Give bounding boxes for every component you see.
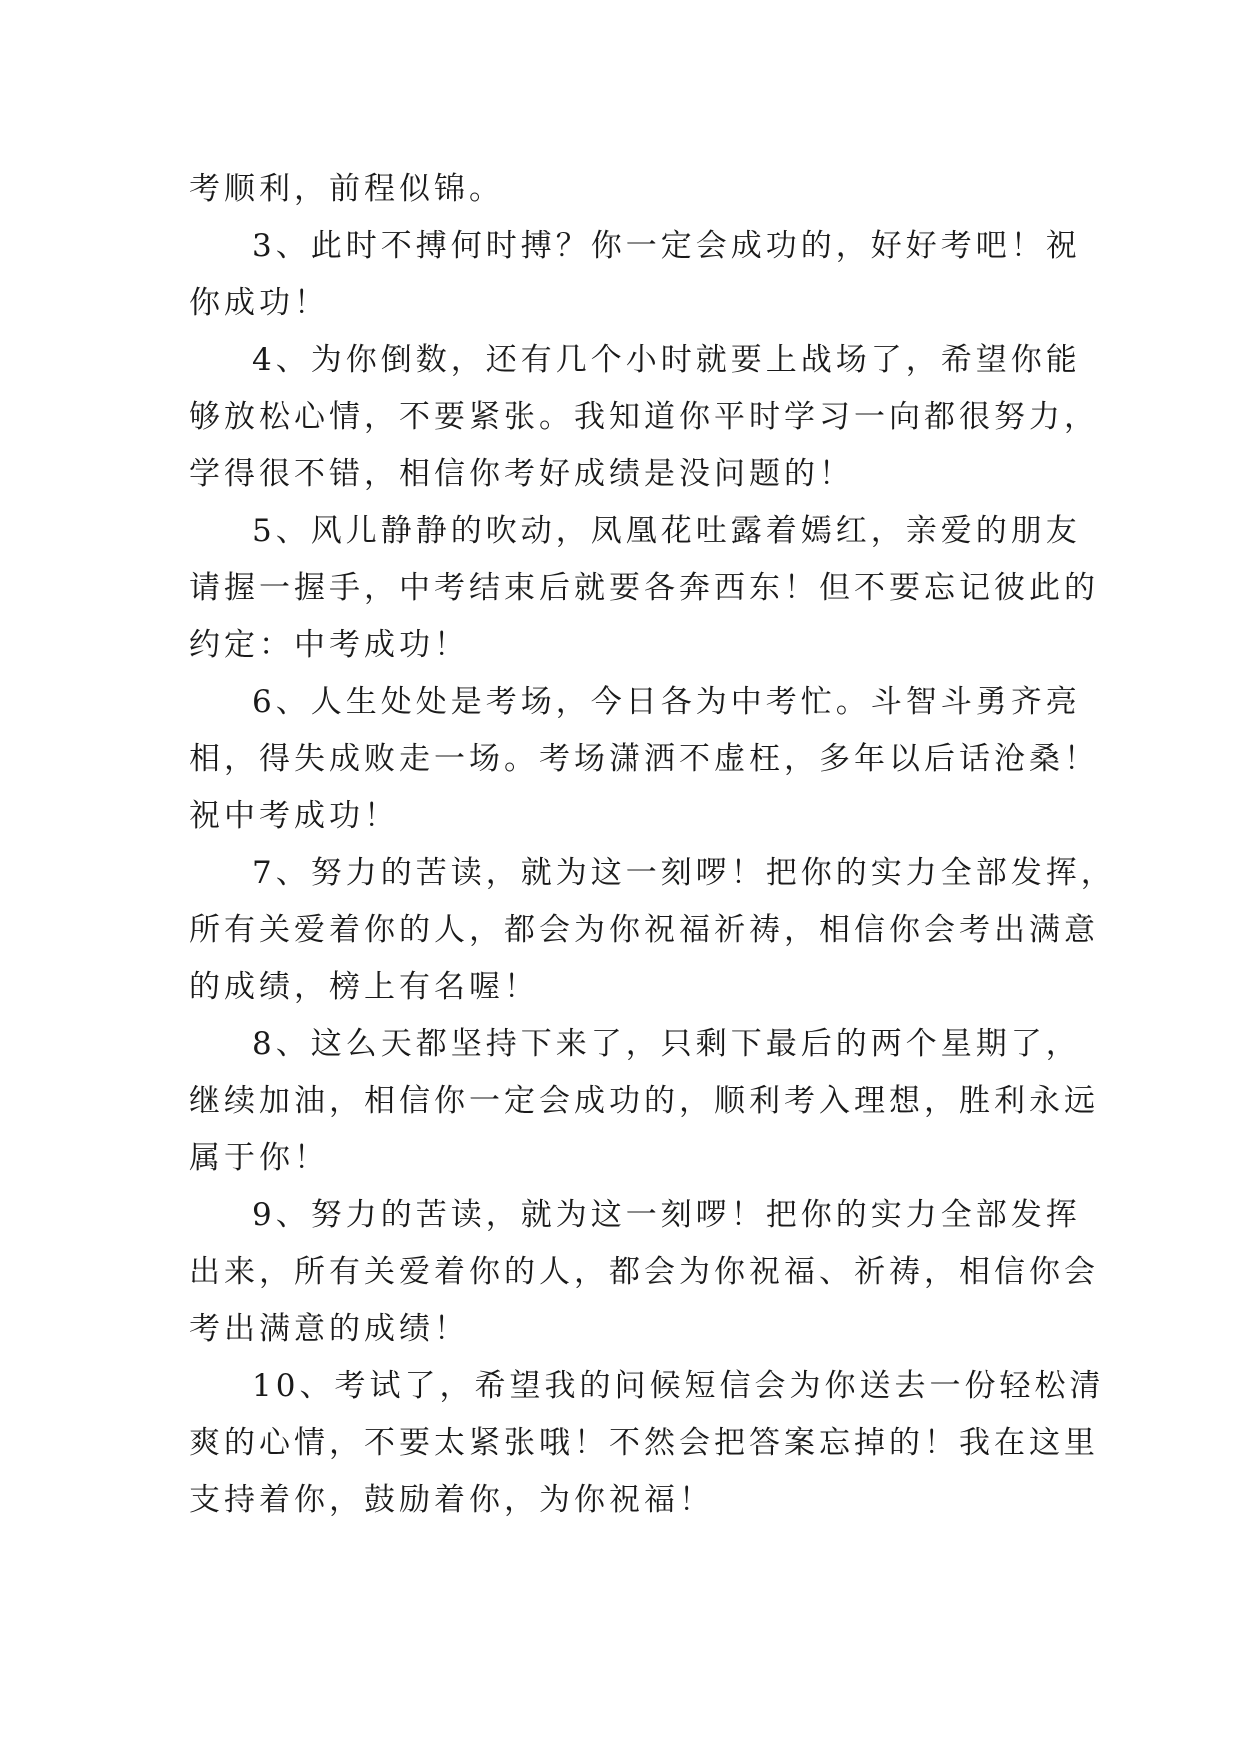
wish-4-line-1: 4、为你倒数，还有几个小时就要上战场了，希望你能 — [252, 342, 1081, 378]
wish-4-line-2: 够放松心情，不要紧张。我知道你平时学习一向都很努力， — [189, 399, 1099, 435]
wish-6-line-3: 祝中考成功！ — [189, 798, 399, 834]
wish-9-line-3: 考出满意的成绩！ — [189, 1311, 469, 1347]
wish-6-line-2: 相，得失成败走一场。考场潇洒不虚枉，多年以后话沧桑！ — [189, 741, 1099, 777]
wish-7-line-1: 7、努力的苦读，就为这一刻啰！把你的实力全部发挥， — [252, 855, 1116, 891]
wish-7-line-2: 所有关爱着你的人，都会为你祝福祈祷，相信你会考出满意 — [189, 912, 1099, 948]
wish-7-line-3: 的成绩，榜上有名喔！ — [189, 969, 539, 1005]
wish-8-line-1: 8、这么天都坚持下来了，只剩下最后的两个星期了， — [252, 1026, 1081, 1062]
wish-10-line-3: 支持着你，鼓励着你，为你祝福！ — [189, 1482, 714, 1518]
wish-5-line-3: 约定：中考成功！ — [189, 627, 469, 663]
wish-4-line-3: 学得很不错，相信你考好成绩是没问题的！ — [189, 456, 854, 492]
wish-5-line-2: 请握一握手，中考结束后就要各奔西东！但不要忘记彼此的 — [189, 570, 1099, 606]
wish-10-line-1: 10、考试了，希望我的问候短信会为你送去一份轻松清 — [252, 1368, 1105, 1404]
wish-5-line-1: 5、风儿静静的吹动，凤凰花吐露着嫣红，亲爱的朋友 — [252, 513, 1081, 549]
text-line-continuation: 考顺利，前程似锦。 — [189, 171, 504, 207]
wish-8-line-2: 继续加油，相信你一定会成功的，顺利考入理想，胜利永远 — [189, 1083, 1099, 1119]
wish-6-line-1: 6、人生处处是考场，今日各为中考忙。斗智斗勇齐亮 — [252, 684, 1081, 720]
wish-9-line-2: 出来，所有关爱着你的人，都会为你祝福、祈祷，相信你会 — [189, 1254, 1099, 1290]
wish-8-line-3: 属于你！ — [189, 1140, 329, 1176]
wish-10-line-2: 爽的心情，不要太紧张哦！不然会把答案忘掉的！我在这里 — [189, 1425, 1099, 1461]
wish-3-line-2: 你成功！ — [189, 285, 329, 321]
wish-3-line-1: 3、此时不搏何时搏？你一定会成功的，好好考吧！祝 — [252, 228, 1081, 264]
wish-9-line-1: 9、努力的苦读，就为这一刻啰！把你的实力全部发挥 — [252, 1197, 1081, 1233]
